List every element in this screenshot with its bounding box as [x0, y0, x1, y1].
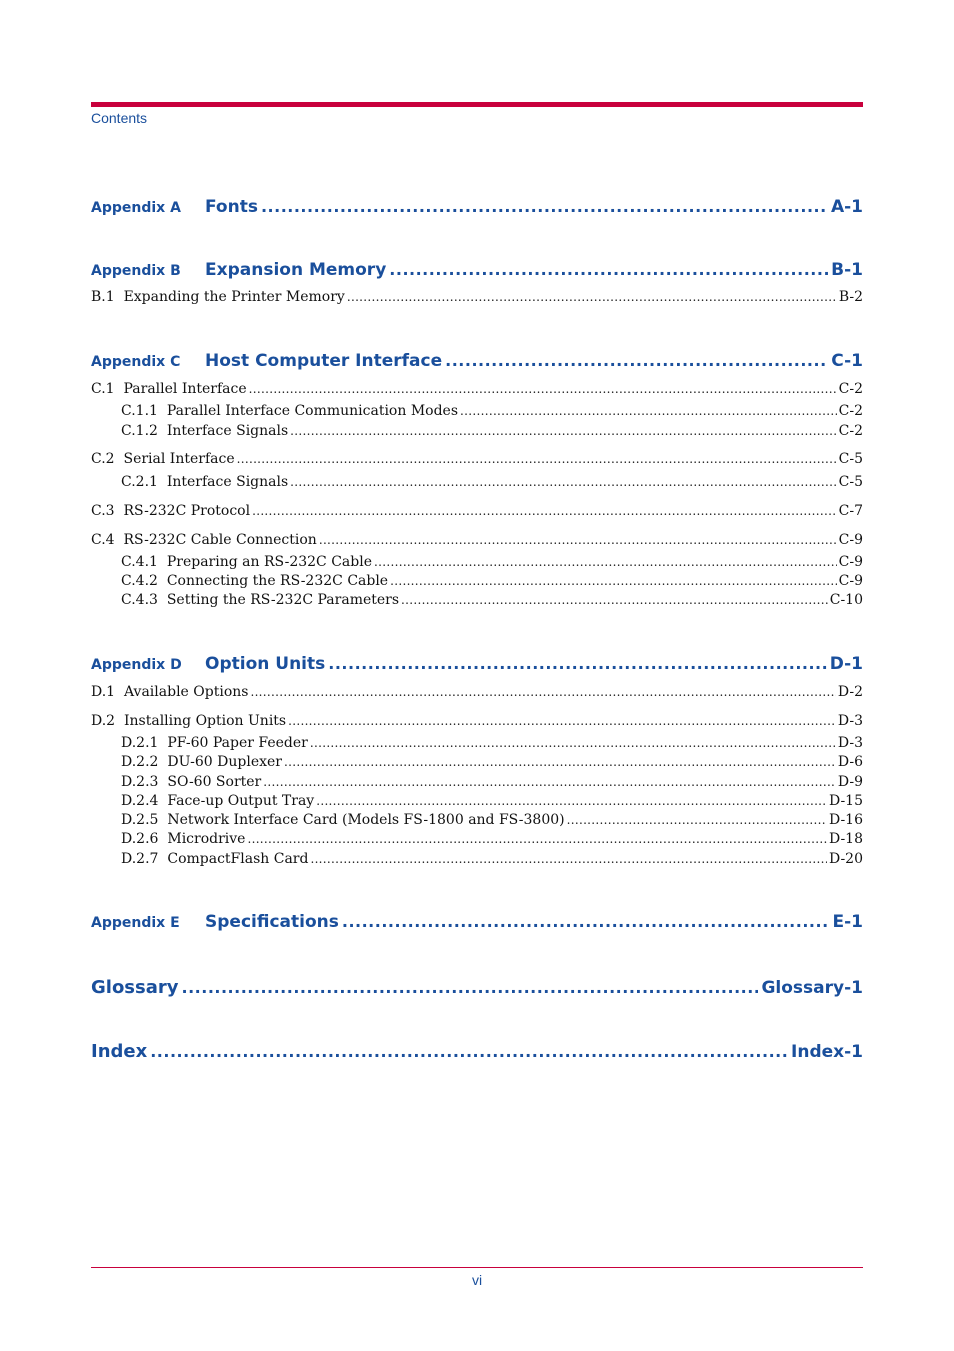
- toc-heading-title: Specifications: [205, 912, 339, 932]
- dot-leader: [342, 912, 830, 931]
- toc-entry-title: PF-60 Paper Feeder: [167, 735, 308, 751]
- toc-heading-page: B-1: [831, 260, 863, 280]
- toc-entry-number: C.4: [91, 532, 115, 548]
- toc-entry-page: D-18: [828, 831, 863, 847]
- toc-entry-page: C-10: [829, 592, 863, 608]
- toc-heading-page: A-1: [830, 197, 863, 217]
- toc-entry-page: D-3: [837, 735, 863, 751]
- toc-entry-c-1[interactable]: [91, 381, 863, 397]
- toc-entry-page: D-6: [837, 754, 863, 770]
- dot-leader: [445, 351, 828, 370]
- toc-entry-title: Microdrive: [167, 831, 246, 847]
- toc-entry-number: D.2.7: [121, 851, 159, 867]
- bottom-rule: [91, 1267, 863, 1268]
- dot-leader: [150, 1042, 788, 1061]
- toc-heading-label: Appendix B: [91, 263, 181, 279]
- toc-entry-d-2-7[interactable]: [121, 851, 863, 867]
- toc-entry-title: Expanding the Printer Memory: [123, 289, 345, 305]
- dot-leader: [250, 685, 835, 699]
- toc-heading-title: Fonts: [205, 197, 258, 217]
- toc-entry-number: D.2.1: [121, 735, 159, 751]
- dot-leader: [460, 404, 837, 418]
- toc-heading-title: Glossary: [91, 977, 179, 998]
- dot-leader: [347, 290, 837, 304]
- dot-leader: [249, 382, 837, 396]
- toc-entry-page: C-9: [838, 573, 863, 589]
- toc-entry-title: Parallel Interface: [123, 381, 247, 397]
- dot-leader: [567, 813, 827, 827]
- toc-heading-title: Option Units: [205, 654, 326, 674]
- toc-entry-page: C-5: [838, 451, 863, 467]
- toc-heading-appendix-a[interactable]: [91, 197, 863, 217]
- toc-entry-number: C.1: [91, 381, 115, 397]
- toc-entry-page: C-9: [838, 554, 863, 570]
- toc-entry-number: D.2.4: [121, 793, 159, 809]
- toc-heading-label: Appendix D: [91, 657, 182, 673]
- dot-leader: [390, 574, 837, 588]
- toc-entry-number: D.2.3: [121, 774, 159, 790]
- toc-heading-page: C-1: [831, 351, 863, 371]
- toc-entry-d-2-1[interactable]: [121, 735, 863, 751]
- toc-entry-d-2-6[interactable]: [121, 831, 863, 847]
- toc-entry-title: Installing Option Units: [124, 713, 287, 729]
- toc-entry-c-3[interactable]: [91, 503, 863, 519]
- toc-entry-c-4[interactable]: [91, 532, 863, 548]
- toc-entry-page: C-2: [838, 381, 863, 397]
- dot-leader: [401, 593, 828, 607]
- toc-entry-b-1[interactable]: [91, 289, 863, 305]
- toc-entry-c-4-3[interactable]: [121, 592, 863, 608]
- toc-heading-title: Expansion Memory: [205, 260, 387, 280]
- toc-heading-appendix-e[interactable]: [91, 912, 863, 932]
- toc-entry-title: Parallel Interface Communication Modes: [166, 403, 459, 419]
- toc-entry-c-2[interactable]: [91, 451, 863, 467]
- toc-entry-title: Available Options: [124, 684, 249, 700]
- dot-leader: [389, 260, 828, 279]
- toc-entry-d-2-2[interactable]: [121, 754, 863, 770]
- dot-leader: [290, 475, 836, 489]
- toc-entry-page: C-2: [838, 423, 863, 439]
- toc-heading-appendix-c[interactable]: [91, 351, 863, 371]
- dot-leader: [247, 832, 827, 846]
- dot-leader: [263, 775, 836, 789]
- toc-heading-index[interactable]: [91, 1041, 863, 1062]
- toc-entry-c-4-1[interactable]: [121, 554, 863, 570]
- toc-entry-d-1[interactable]: [91, 684, 863, 700]
- toc-entry-d-2-5[interactable]: [121, 812, 863, 828]
- toc-entry-number: C.1.1: [121, 403, 158, 419]
- toc-entry-number: D.1: [91, 684, 116, 700]
- toc-entry-c-1-2[interactable]: [121, 423, 863, 439]
- toc-entry-title: RS-232C Protocol: [123, 503, 251, 519]
- toc-heading-glossary[interactable]: [91, 977, 863, 998]
- dot-leader: [237, 452, 837, 466]
- toc-entry-page: D-15: [828, 793, 863, 809]
- dot-leader: [290, 424, 836, 438]
- toc-entry-page: D-20: [828, 851, 863, 867]
- toc-heading-appendix-b[interactable]: [91, 260, 863, 280]
- dot-leader: [316, 794, 827, 808]
- toc-heading-page: Glossary-1: [761, 978, 863, 998]
- toc-entry-page: D-2: [837, 684, 863, 700]
- toc-entry-title: SO-60 Sorter: [167, 774, 262, 790]
- toc-heading-appendix-d[interactable]: [91, 654, 863, 674]
- toc-entry-d-2-3[interactable]: [121, 774, 863, 790]
- toc-entry-page: B-2: [838, 289, 863, 305]
- dot-leader: [374, 555, 837, 569]
- page-number: vi: [471, 1272, 483, 1288]
- toc-heading-title: Index: [91, 1041, 148, 1062]
- toc-entry-number: C.2: [91, 451, 115, 467]
- top-rule: [91, 102, 863, 107]
- toc-entry-title: Interface Signals: [166, 423, 289, 439]
- toc-entry-number: D.2.2: [121, 754, 159, 770]
- dot-leader: [252, 504, 837, 518]
- toc-entry-page: D-3: [837, 713, 863, 729]
- toc-entry-title: Setting the RS-232C Parameters: [166, 592, 400, 608]
- dot-leader: [288, 714, 836, 728]
- toc-heading-title: Host Computer Interface: [205, 351, 443, 371]
- toc-entry-title: Network Interface Card (Models FS-1800 and FS-3800): [167, 812, 565, 828]
- toc-heading-label: Appendix A: [91, 200, 181, 216]
- toc-entry-page: D-9: [837, 774, 863, 790]
- toc-entry-c-1-1[interactable]: [121, 403, 863, 419]
- toc-entry-page: C-5: [838, 474, 863, 490]
- toc-heading-page: D-1: [829, 654, 863, 674]
- toc-entry-title: Face-up Output Tray: [167, 793, 315, 809]
- dot-leader: [310, 736, 836, 750]
- dot-leader: [319, 533, 837, 547]
- toc-entry-number: D.2.6: [121, 831, 159, 847]
- toc-entry-number: D.2.5: [121, 812, 159, 828]
- toc-entry-page: C-9: [838, 532, 863, 548]
- toc-entry-c-4-2[interactable]: [121, 573, 863, 589]
- toc-entry-c-2-1[interactable]: [121, 474, 863, 490]
- toc-entry-title: Preparing an RS-232C Cable: [166, 554, 373, 570]
- toc-entry-page: C-7: [838, 503, 863, 519]
- toc-heading-label: Appendix E: [91, 915, 180, 931]
- toc-entry-title: Interface Signals: [166, 474, 289, 490]
- toc-entry-title: DU-60 Duplexer: [167, 754, 282, 770]
- toc-entry-page: C-2: [838, 403, 863, 419]
- toc-entry-number: C.1.2: [121, 423, 158, 439]
- toc-entry-number: C.3: [91, 503, 115, 519]
- dot-leader: [284, 755, 836, 769]
- toc-heading-page: E-1: [832, 912, 863, 932]
- toc-heading-label: Appendix C: [91, 354, 181, 370]
- dot-leader: [261, 197, 828, 216]
- toc-entry-d-2[interactable]: [91, 713, 863, 729]
- toc-entry-number: C.4.1: [121, 554, 158, 570]
- toc-entry-number: C.2.1: [121, 474, 158, 490]
- dot-leader: [310, 852, 827, 866]
- toc-entry-title: Serial Interface: [123, 451, 235, 467]
- dot-leader: [328, 654, 826, 673]
- toc-entry-title: RS-232C Cable Connection: [123, 532, 317, 548]
- toc-entry-number: C.4.3: [121, 592, 158, 608]
- toc-entry-number: D.2: [91, 713, 116, 729]
- dot-leader: [182, 978, 759, 997]
- toc-entry-title: Connecting the RS-232C Cable: [166, 573, 389, 589]
- running-head: Contents: [91, 110, 148, 126]
- toc-entry-d-2-4[interactable]: [121, 793, 863, 809]
- toc-entry-page: D-16: [828, 812, 863, 828]
- toc-entry-number: C.4.2: [121, 573, 158, 589]
- toc-entry-title: CompactFlash Card: [167, 851, 309, 867]
- toc-entry-number: B.1: [91, 289, 115, 305]
- toc-heading-page: Index-1: [791, 1042, 863, 1062]
